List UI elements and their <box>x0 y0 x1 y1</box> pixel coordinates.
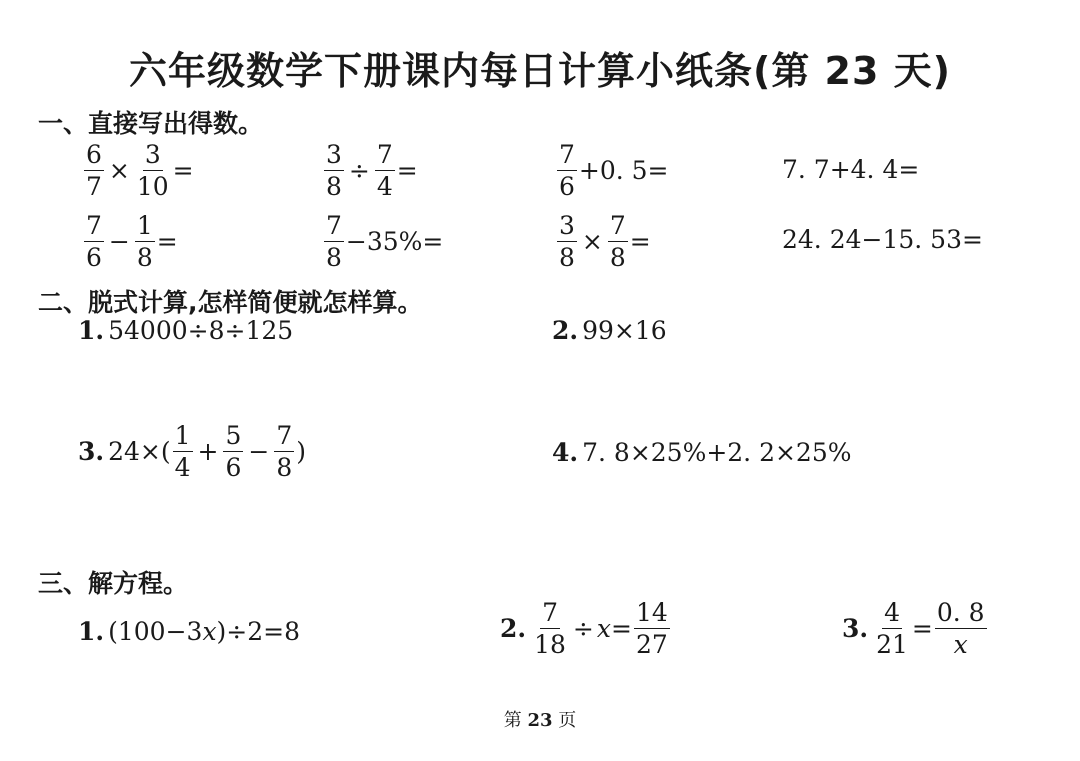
direct-q4: 7. 7+4. 4= <box>782 155 920 184</box>
fraction: $\frac{7}{8}$ <box>276 421 293 482</box>
equation-e3: 3. $\frac{4}{21}$ = $\frac{0. 8}{x}$ <box>842 598 985 659</box>
page-title: 六年级数学下册课内每日计算小纸条(第 23 天) <box>128 49 952 93</box>
equation-e2: 2. $\frac{7}{18}$ ÷ x = $\frac{14}{27}$ <box>500 598 668 659</box>
fraction: $\frac{3}{8}$ <box>559 211 575 272</box>
stepwise-p3: 3. 24×( $\frac{1}{4}$ + $\frac{5}{6}$ − $\frac{7}{8}$ ) <box>78 421 307 482</box>
direct-q7: $\frac{3}{8}$ × $\frac{7}{8}$ = <box>559 211 651 272</box>
fraction: $\frac{4}{21}$ <box>876 598 908 659</box>
direct-q6: $\frac{7}{8}$ −35%= <box>326 211 444 272</box>
fraction: $\frac{3}{8}$ <box>326 140 342 201</box>
fraction: $\frac{14}{27}$ <box>635 598 668 659</box>
section-stepwise-heading: 二、脱式计算,怎样简便就怎样算。 <box>38 288 423 317</box>
fraction: $\frac{7}{8}$ <box>326 211 342 272</box>
stepwise-p2: 2. 99×16 <box>552 316 667 345</box>
stepwise-p4: 4. 7. 8×25%+2. 2×25% <box>552 438 852 467</box>
fraction: $\frac{7}{6}$ <box>86 211 102 272</box>
fraction: $\frac{5}{6}$ <box>225 421 242 482</box>
fraction: $\frac{0. 8}{x}$ <box>936 598 985 659</box>
page-footer: 第 23 页 <box>503 710 577 731</box>
section-direct-heading: 一、直接写出得数。 <box>38 109 264 138</box>
fraction: $\frac{7}{6}$ <box>559 140 575 201</box>
direct-q8: 24. 24−15. 53= <box>782 225 983 254</box>
direct-q5: $\frac{7}{6}$ − $\frac{1}{8}$ = <box>86 211 178 272</box>
direct-q3: $\frac{7}{6}$ +0. 5= <box>559 140 669 201</box>
direct-q1: $\frac{6}{7}$ × $\frac{3}{10}$ = <box>86 140 194 201</box>
fraction: $\frac{1}{4}$ <box>174 421 191 482</box>
section-equations-heading: 三、解方程。 <box>38 569 189 598</box>
fraction: $\frac{7}{4}$ <box>376 140 393 201</box>
page-number: 23 <box>527 710 553 731</box>
direct-q2: $\frac{3}{8}$ ÷ $\frac{7}{4}$ = <box>326 140 418 201</box>
fraction: $\frac{6}{7}$ <box>86 140 102 201</box>
fraction: $\frac{3}{10}$ <box>136 140 169 201</box>
fraction: $\frac{7}{8}$ <box>609 211 626 272</box>
stepwise-p1: 1. 54000÷8÷125 <box>78 316 294 345</box>
fraction: $\frac{1}{8}$ <box>136 211 153 272</box>
equation-e1: 1. (100−3 x )÷2=8 <box>78 617 301 646</box>
fraction: $\frac{7}{18}$ <box>534 598 566 659</box>
